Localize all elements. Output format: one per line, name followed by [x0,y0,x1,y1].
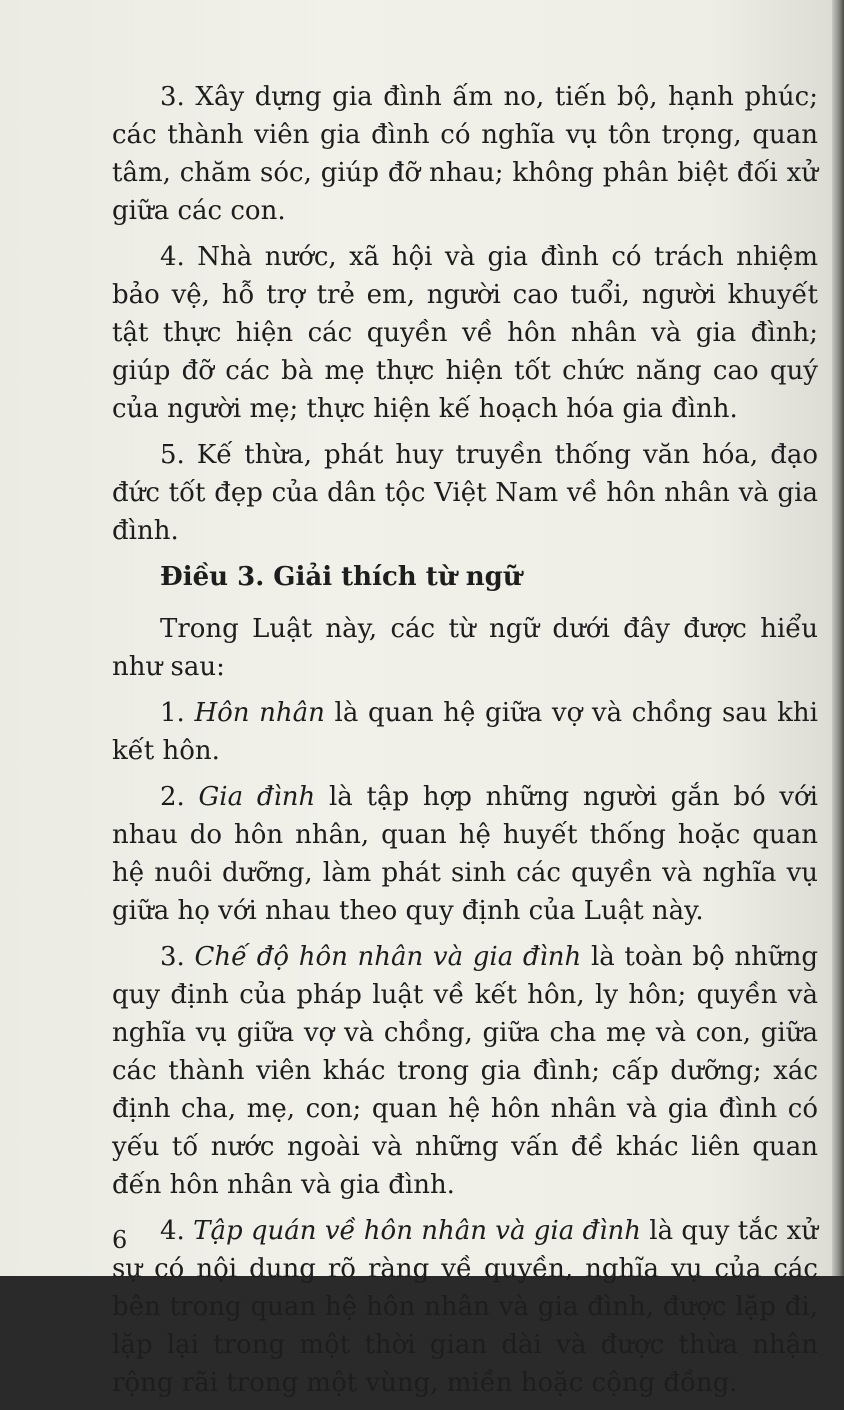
definition-number: 2. [160,782,199,812]
article-heading: Điều 3. Giải thích từ ngữ [160,562,522,592]
definition-3 [112,938,818,1204]
definition-number: 1. [160,698,195,728]
definition-text: là tập hợp những người gắn bó với nhau do hôn nhân, quan hệ huyết thống hoặc quan hệ nuôi dưỡng, làm phát sinh các quyền và nghĩa vụ giữa họ với nhau theo quy định của Luật này. [112,782,818,926]
page-body [112,78,818,1410]
page-edge-shadow [832,0,844,1276]
paragraph-5: 5. Kế thừa, phát huy truyền thống văn hóa, đạo đức tốt đẹp của dân tộc Việt Nam về hôn nhân và gia đình. [112,440,818,546]
definition-term: Tập quán về hôn nhân và gia đình [193,1216,641,1246]
definition-text: là toàn bộ những quy định của pháp luật về kết hôn, ly hôn; quyền và nghĩa vụ giữa vợ và chồng, giữa cha mẹ và con, giữa các thành viên khác trong gia đình; cấp dưỡng; xác định cha, mẹ, con; quan hệ hôn nhân và gia đình có yếu tố nước ngoài và những vấn đề khác liên quan đến hôn nhân và gia đình. [112,942,818,1200]
paragraph-4: 4. Nhà nước, xã hội và gia đình có trách nhiệm bảo vệ, hỗ trợ trẻ em, người cao tuổi, người khuyết tật thực hiện các quyền về hôn nhân và gia đình; giúp đỡ các bà mẹ thực hiện tốt chức năng cao quý của người mẹ; thực hiện kế hoạch hóa gia đình. [112,242,818,424]
definition-term: Gia đình [198,782,316,812]
definition-term: Hôn nhân [194,698,325,728]
definition-4 [112,1212,818,1402]
definition-term: Chế độ hôn nhân và gia đình [194,942,582,972]
paragraph-3: 3. Xây dựng gia đình ấm no, tiến bộ, hạnh phúc; các thành viên gia đình có nghĩa vụ tôn trọng, quan tâm, chăm sóc, giúp đỡ nhau; không phân biệt đối xử giữa các con. [112,82,818,226]
definition-text: là quy tắc xử sự có nội dung rõ ràng về quyền, nghĩa vụ của các bên trong quan hệ hôn nhân và gia đình, được lặp đi, lặp lại trong một thời gian dài và được thừa nhận rộng rãi trong một vùng, miền hoặc cộng đồng. [112,1216,818,1398]
definition-1 [112,694,818,770]
definition-2 [112,778,818,930]
definition-number: 4. [160,1216,194,1246]
article-intro: Trong Luật này, các từ ngữ dưới đây được hiểu như sau: [112,614,818,682]
definition-text: là quan hệ giữa vợ và chồng sau khi kết hôn. [112,698,818,766]
definition-number: 3. [160,942,195,972]
page-number: 6 [112,1226,128,1254]
